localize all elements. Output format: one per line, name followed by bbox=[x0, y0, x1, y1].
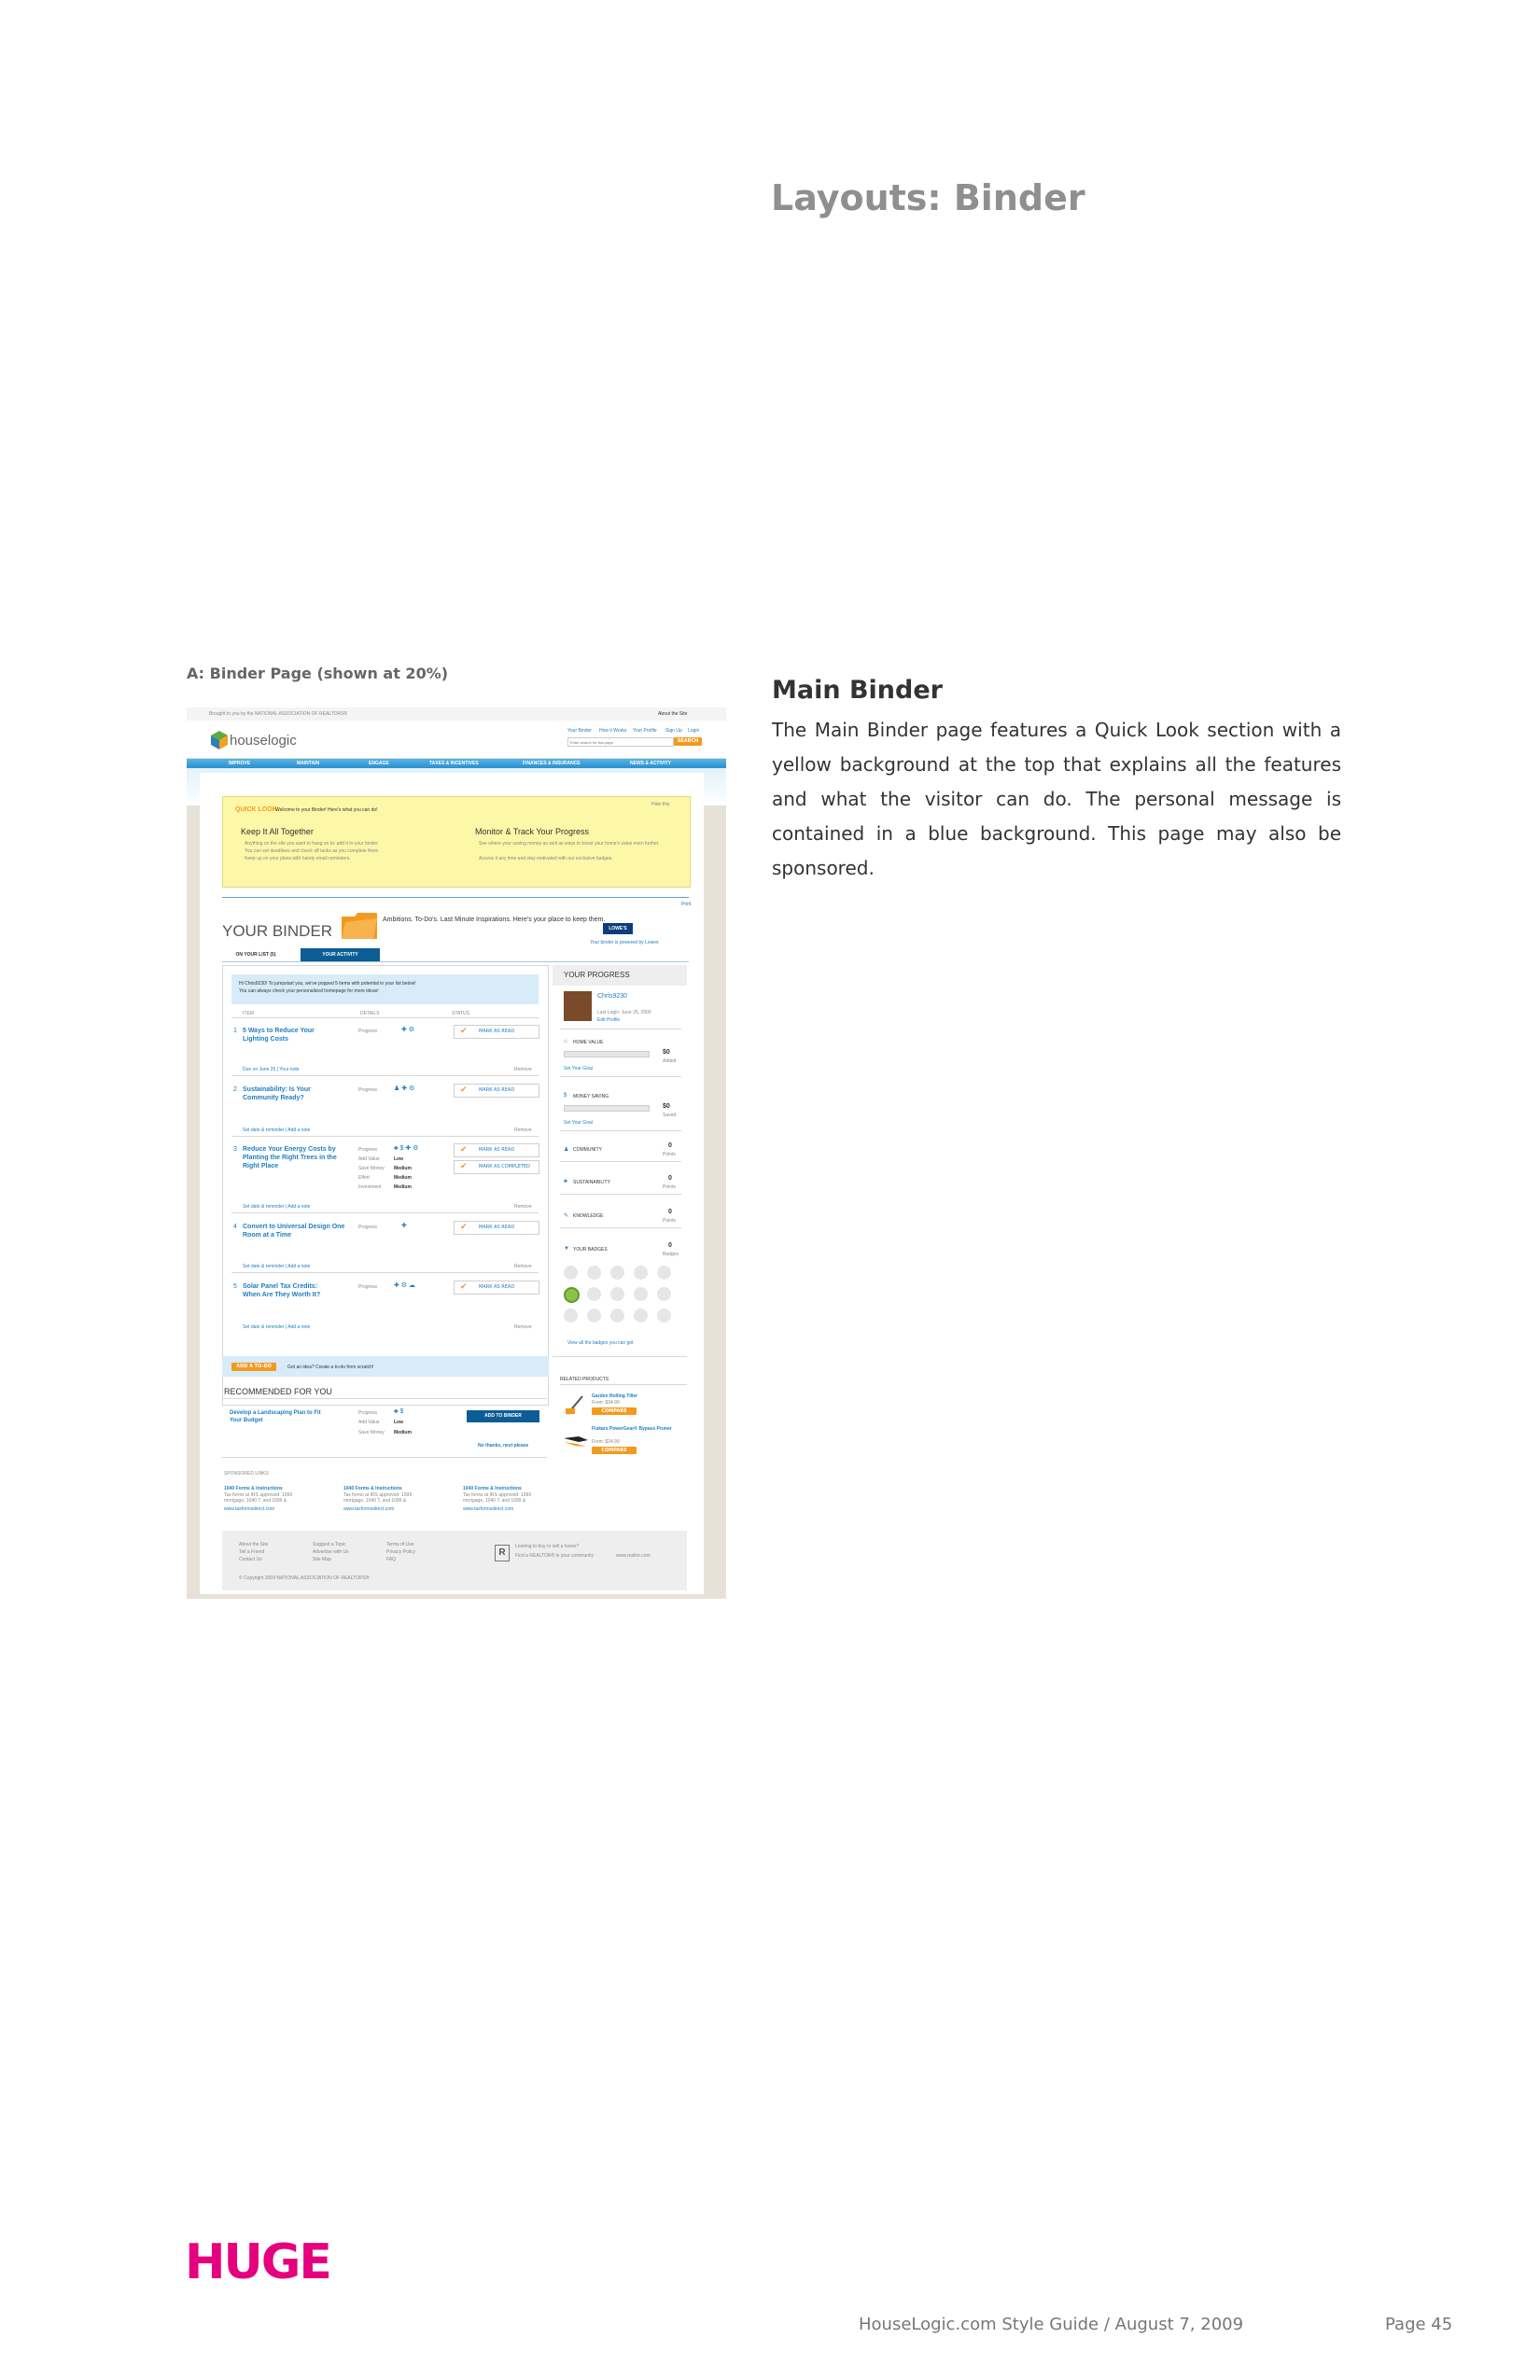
remove-link[interactable]: Remove bbox=[514, 1324, 532, 1330]
edit-profile-link[interactable]: Edit Profile bbox=[597, 1017, 621, 1023]
houselogic-logo-icon bbox=[211, 731, 226, 746]
section-body: The Main Binder page features a Quick Look section with a yellow background at the top that explains all the features and what the visitor can do. The personal message is contained in a blue background. This page may also be sponsored. bbox=[772, 719, 1341, 879]
sponsored-link-title[interactable]: 1040 Forms & Instructions bbox=[463, 1486, 522, 1491]
product-price: From: $24.99 bbox=[592, 1439, 620, 1445]
compare-prices-button[interactable]: COMPARE PRICES bbox=[592, 1447, 637, 1454]
detail-key: Investment bbox=[358, 1184, 382, 1190]
detail-key: Save Money bbox=[358, 1430, 385, 1435]
progress-icons: ♣ $ bbox=[394, 1408, 404, 1415]
mark-completed-button[interactable]: ✔ MARK AS COMPLETED bbox=[454, 1160, 539, 1174]
no-thanks-link[interactable]: No thanks, next please bbox=[478, 1443, 529, 1449]
copyright: © Copyright 2009 NATIONAL ASSOCIATION OF REALTORS® bbox=[239, 1575, 370, 1581]
detail-value: Medium bbox=[394, 1175, 412, 1181]
quicklook-intro: Welcome to your Binder! Here's what you can do! bbox=[275, 807, 378, 813]
badge-slot[interactable] bbox=[634, 1287, 648, 1301]
detail-value: Low bbox=[394, 1156, 403, 1162]
progress-title: YOUR PROGRESS bbox=[564, 971, 630, 979]
trophy-icon: ▼ bbox=[564, 1246, 569, 1252]
footer-link[interactable]: Privacy Policy bbox=[386, 1549, 416, 1555]
realtor-question: Looking to buy or sell a home? bbox=[515, 1544, 580, 1549]
detail-value: Medium bbox=[394, 1166, 412, 1171]
badge-slot[interactable] bbox=[610, 1309, 624, 1323]
util-login[interactable]: Login bbox=[688, 728, 700, 734]
home-value-amount: $0 bbox=[663, 1049, 670, 1056]
quicklook-hide[interactable]: Hide this bbox=[651, 802, 670, 807]
item-title[interactable]: Convert to Universal Design One Room at a Time bbox=[243, 1224, 345, 1239]
badge-slot[interactable] bbox=[610, 1266, 624, 1280]
quicklook-col1-title: Keep It All Together bbox=[241, 827, 314, 836]
set-goal-link[interactable]: Set Your Goal bbox=[564, 1066, 593, 1071]
item-footer[interactable]: Due on June 25 | Your note bbox=[243, 1067, 300, 1072]
detail-value: Medium bbox=[394, 1184, 412, 1190]
lowes-logo: LOWE'S bbox=[603, 923, 633, 934]
last-login: Last Login: June 25, 2009 bbox=[597, 1010, 651, 1015]
search-input[interactable] bbox=[567, 737, 674, 747]
sponsored-link-text: Tax forms at IRS approved: 1099 mortgage, 1040 T, and 1099 & bbox=[343, 1492, 413, 1504]
mark-read-button[interactable]: ✔ MARK AS READ bbox=[454, 1143, 539, 1157]
leaf-icon: ♣ bbox=[564, 1179, 567, 1184]
figure-caption: A: Binder Page (shown at 20%) bbox=[187, 665, 449, 682]
badge-slot[interactable] bbox=[657, 1309, 671, 1323]
util-sign-up[interactable]: Sign Up bbox=[665, 728, 682, 734]
badge-slot[interactable] bbox=[587, 1287, 601, 1301]
tab-your-activity[interactable]: YOUR ACTIVITY bbox=[301, 948, 380, 961]
sponsored-link-title[interactable]: 1040 Forms & Instructions bbox=[224, 1486, 283, 1491]
realtor-r-icon: R bbox=[495, 1545, 510, 1561]
product-name[interactable]: Fiskars PowerGear® Bypass Pruner bbox=[592, 1426, 672, 1432]
col-header-details: DETAILS bbox=[360, 1011, 380, 1016]
message-line2: You can always check your personalized homepage for more ideas! bbox=[239, 988, 379, 994]
util-your-binder[interactable]: Your Binder bbox=[567, 728, 592, 734]
remove-link[interactable]: Remove bbox=[514, 1264, 532, 1269]
sponsored-link-title[interactable]: 1040 Forms & Instructions bbox=[343, 1486, 402, 1491]
nav-maintain[interactable]: MAINTAIN bbox=[297, 761, 320, 766]
util-how-it-works[interactable]: How it Works bbox=[599, 728, 627, 734]
col-header-status: STATUS bbox=[452, 1011, 469, 1016]
mark-read-button[interactable]: ✔ MARK AS READ bbox=[454, 1084, 539, 1098]
view-badges-link[interactable]: View all the badges you can get bbox=[567, 1340, 634, 1346]
quicklook-col1-item: Keep up on your plans with handy email reminders. bbox=[245, 856, 351, 861]
avatar bbox=[564, 991, 592, 1021]
sponsored-link-text: Tax forms at IRS approved: 1099 mortgage, 1040 T, and 1099 & bbox=[224, 1492, 293, 1504]
mark-read-button[interactable]: ✔ MARK AS READ bbox=[454, 1025, 539, 1039]
huge-logo: HUGE bbox=[185, 2234, 330, 2290]
item-number: 2 bbox=[233, 1086, 237, 1093]
footer-text: HouseLogic.com Style Guide / August 7, 2009 bbox=[859, 2315, 1244, 2334]
sponsored-link-text: Tax forms at IRS approved: 1099 mortgage, 1040 T, and 1099 & bbox=[463, 1492, 532, 1504]
footer-link[interactable]: Advertise with Us bbox=[313, 1549, 349, 1555]
sponsored-link-url[interactable]: www.taxformsdirect.com bbox=[343, 1506, 395, 1512]
footer-link[interactable]: FAQ bbox=[386, 1557, 397, 1562]
dollar-icon: $ bbox=[564, 1093, 567, 1099]
badge-slot[interactable] bbox=[564, 1309, 578, 1323]
product-name[interactable]: Garden Rolling Tiller bbox=[592, 1393, 638, 1399]
sustainability-label: SUSTAINABILITY bbox=[573, 1180, 610, 1185]
brand-name[interactable]: houselogic bbox=[230, 733, 297, 749]
remove-link[interactable]: Remove bbox=[514, 1067, 532, 1072]
item-detail: Progress bbox=[358, 1087, 378, 1093]
badges-count: 0 bbox=[668, 1242, 672, 1249]
detail-key: Progress bbox=[358, 1410, 378, 1416]
add-to-binder-button[interactable]: ADD TO BINDER bbox=[467, 1410, 539, 1422]
nav-improve[interactable]: IMPROVE bbox=[229, 761, 251, 766]
item-number: 1 bbox=[233, 1028, 237, 1034]
home-value-unit: Added bbox=[663, 1058, 677, 1064]
quicklook-col2-item: Access it any time and stay motivated with our exclusive badges. bbox=[479, 856, 613, 861]
set-goal-link[interactable]: Set Your Goal bbox=[564, 1120, 593, 1126]
detail-key: Save Money bbox=[358, 1166, 385, 1171]
mark-read-button[interactable]: ✔ MARK AS READ bbox=[454, 1281, 539, 1295]
remove-link[interactable]: Remove bbox=[514, 1127, 532, 1133]
pruner-product-image bbox=[564, 1433, 588, 1448]
community-points: 0 bbox=[668, 1142, 672, 1149]
quicklook-label: QUICK LOOK: bbox=[235, 806, 280, 813]
chat-icon: ✎ bbox=[564, 1213, 569, 1219]
related-title: RELATED PRODUCTS bbox=[560, 1377, 609, 1382]
badge-slot[interactable] bbox=[587, 1309, 601, 1323]
product-price: From: $34.99 bbox=[592, 1400, 620, 1406]
page-title: Layouts: Binder bbox=[771, 177, 1085, 218]
add-todo-button[interactable]: ADD A TO-DO bbox=[231, 1363, 276, 1371]
badge-earned[interactable] bbox=[564, 1287, 580, 1303]
progress-icons: ♟ ✚ ⚙ bbox=[394, 1085, 415, 1092]
compare-prices-button[interactable]: COMPARE PRICES bbox=[592, 1407, 637, 1415]
site-footer bbox=[222, 1531, 687, 1590]
points-unit: Points bbox=[663, 1152, 676, 1157]
item-footer[interactable]: Set date & reminder | Add a note bbox=[243, 1264, 311, 1269]
knowledge-points: 0 bbox=[668, 1209, 672, 1215]
remove-link[interactable]: Remove bbox=[514, 1204, 532, 1210]
message-line1: Hi Chris9230! To jumpstart you, we've popped 5 items with potential in your list below! bbox=[239, 981, 416, 987]
home-value-bar bbox=[564, 1051, 650, 1057]
detail-key: Add Value bbox=[358, 1420, 380, 1425]
footer-link[interactable]: About the Site bbox=[239, 1542, 269, 1547]
footer-link[interactable]: Suggest a Topic bbox=[313, 1542, 346, 1547]
badges-label: YOUR BADGES bbox=[573, 1247, 608, 1253]
binder-tagline: Ambitions. To-Do's. Last Minute Inspirations. Here's your place to keep them. bbox=[383, 917, 606, 923]
item-detail: Progress bbox=[358, 1284, 378, 1290]
item-footer[interactable]: Set date & reminder | Add a note bbox=[243, 1127, 311, 1133]
item-detail: Progress bbox=[358, 1029, 378, 1034]
money-saving-label: MONEY SAVING bbox=[573, 1094, 609, 1099]
badge-slot[interactable] bbox=[610, 1287, 624, 1301]
detail-key: Effort bbox=[358, 1175, 370, 1181]
badge-slot[interactable] bbox=[634, 1309, 648, 1323]
badge-slot[interactable] bbox=[657, 1266, 671, 1280]
add-todo-text: Got an idea? Create a to-do from scratch! bbox=[287, 1365, 374, 1370]
progress-icons: ✚ bbox=[401, 1223, 407, 1229]
binder-screenshot bbox=[187, 707, 726, 1599]
item-title[interactable]: 5 Ways to Reduce Your Lighting Costs bbox=[243, 1028, 315, 1043]
badge-slot[interactable] bbox=[587, 1266, 601, 1280]
points-unit: Points bbox=[663, 1184, 676, 1190]
quicklook-col2-title: Monitor & Track Your Progress bbox=[475, 827, 590, 836]
item-number: 4 bbox=[233, 1224, 237, 1230]
tiller-product-image bbox=[564, 1393, 586, 1416]
nav-taxes[interactable]: TAXES & INCENTIVES bbox=[429, 761, 479, 766]
about-site-link[interactable]: About the Site bbox=[658, 711, 688, 717]
badge-slot[interactable] bbox=[657, 1287, 671, 1301]
nav-news[interactable]: NEWS & ACTIVITY bbox=[630, 761, 671, 766]
binder-title: YOUR BINDER bbox=[222, 922, 333, 940]
detail-value: Medium bbox=[394, 1430, 412, 1435]
username[interactable]: Chris9230 bbox=[597, 993, 627, 1000]
realtor-url[interactable]: www.realtor.com bbox=[616, 1553, 651, 1559]
recommended-item[interactable]: Develop a Landscaping Plan to Fit Your Budget bbox=[230, 1410, 321, 1423]
item-title[interactable]: Solar Panel Tax Credits: When Are They Worth It? bbox=[243, 1283, 321, 1298]
recommended-title: RECOMMENDED FOR YOU bbox=[224, 1387, 332, 1396]
search-button[interactable]: SEARCH bbox=[674, 737, 702, 746]
detail-value: Low bbox=[394, 1420, 403, 1425]
section-heading: Main Binder bbox=[772, 676, 943, 705]
money-saving-unit: Saved bbox=[663, 1113, 677, 1118]
page-number: Page 45 bbox=[1385, 2315, 1453, 2334]
badge-slot[interactable] bbox=[634, 1266, 648, 1280]
col-header-item: ITEM bbox=[243, 1011, 254, 1016]
quicklook-col1-item: You can set deadlines and check off tasks as you complete them. bbox=[245, 848, 380, 854]
item-detail: Progress bbox=[358, 1225, 378, 1230]
sponsored-link-url[interactable]: www.taxformsdirect.com bbox=[224, 1506, 275, 1512]
nav-engage[interactable]: ENGAGE bbox=[369, 761, 389, 766]
mark-read-button[interactable]: ✔ MARK AS READ bbox=[454, 1221, 539, 1235]
item-number: 5 bbox=[233, 1283, 237, 1290]
points-unit: Points bbox=[663, 1218, 676, 1224]
tab-on-your-list[interactable]: ON YOUR LIST (5) bbox=[222, 948, 289, 961]
item-footer[interactable]: Set date & reminder | Add a note bbox=[243, 1324, 311, 1330]
folder-icon bbox=[342, 911, 377, 937]
progress-icons: ✚ ⚙ ☁ bbox=[394, 1282, 416, 1289]
money-saving-bar bbox=[564, 1105, 650, 1112]
home-value-label: HOME VALUE bbox=[573, 1040, 604, 1045]
house-icon: ⌂ bbox=[564, 1039, 567, 1044]
sponsored-title: SPONSORED LINKS bbox=[224, 1471, 269, 1477]
sponsor-text: Your binder is powered by Lowes bbox=[590, 940, 659, 945]
footer-link[interactable]: Site Map bbox=[313, 1557, 331, 1562]
item-title[interactable]: Reduce Your Energy Costs by Planting the Right Trees in the Right Place bbox=[243, 1146, 337, 1169]
top-strip: Brought to you by the NATIONAL ASSOCIATION OF REALTORS® bbox=[209, 711, 348, 717]
item-title[interactable]: Sustainability: Is Your Community Ready? bbox=[243, 1086, 311, 1101]
footer-link[interactable]: Terms of Use bbox=[386, 1542, 414, 1547]
item-number: 3 bbox=[233, 1146, 237, 1153]
knowledge-label: KNOWLEDGE bbox=[573, 1213, 604, 1219]
detail-key: Add Value bbox=[358, 1156, 380, 1162]
realtor-link[interactable]: Find a REALTOR® in your community bbox=[515, 1553, 595, 1559]
sustainability-points: 0 bbox=[668, 1175, 672, 1182]
badge-slot[interactable] bbox=[564, 1266, 578, 1280]
item-footer[interactable]: Set date & reminder | Add a note bbox=[243, 1204, 311, 1210]
progress-icons: ✚ ⚙ bbox=[401, 1027, 415, 1033]
footer-link[interactable]: Tell a Friend bbox=[239, 1549, 265, 1555]
sponsored-link-url[interactable]: www.taxformsdirect.com bbox=[463, 1506, 514, 1512]
community-icon: ♟ bbox=[564, 1147, 569, 1153]
item-detail: Progress bbox=[358, 1147, 378, 1153]
quicklook-col1-item: Anything on the site you want to hang on to: add it to your binder. bbox=[245, 841, 379, 847]
community-label: COMMUNITY bbox=[573, 1147, 602, 1153]
progress-icons: ♣ $ ✚ ⚙ bbox=[394, 1145, 419, 1152]
nav-finances[interactable]: FINANCES & INSURANCE bbox=[523, 761, 581, 766]
print-link[interactable]: Print bbox=[681, 902, 692, 907]
badges-unit: Badges bbox=[663, 1252, 679, 1257]
money-saving-amount: $0 bbox=[663, 1103, 670, 1110]
util-your-profile[interactable]: Your Profile bbox=[633, 728, 657, 734]
quicklook-col2-item: See where your saving money as well as ways to boost your home's value even further. bbox=[479, 841, 660, 847]
footer-link[interactable]: Contact Us bbox=[239, 1557, 262, 1562]
